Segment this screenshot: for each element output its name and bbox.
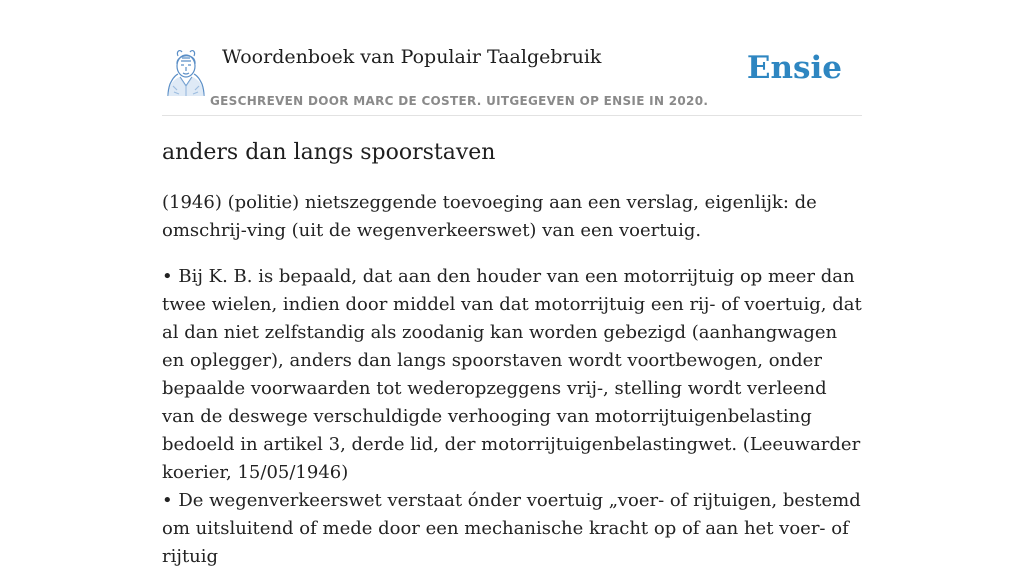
byline: GESCHREVEN DOOR MARC DE COSTER. UITGEGEVEN OP ENSIE IN 2020. (210, 94, 709, 108)
book-title[interactable]: Woordenboek van Populair Taalgebruik (222, 46, 602, 68)
quotes (162, 263, 862, 571)
author-portrait-icon[interactable] (164, 46, 208, 96)
quote-item: • De wegenverkeerswet verstaat ónder voertuig „voer- of rijtuigen, bestemd om uitsluitend of mede door een mechanische kracht op of aan het voer- of rijtuig (162, 490, 861, 567)
header (162, 0, 862, 116)
ensie-logo-link[interactable]: Ensie (746, 50, 842, 86)
quote-item: • Bij K. B. is bepaald, dat aan den houder van een motorrijtuig op meer dan twee wielen, indien door middel van dat motorrijtuig een rij- of voertuig, dat al dan niet zelfstandig als zoodanig kan worden gebezigd (aanhangwagen en oplegger), anders dan langs spoorstaven wordt voortbewogen, onder bepaalde voorwaarden tot wederopzeggens vrij-, stelling wordt verleend van de deswege verschuldigde verhooging van motorrijtuigenbelasting bedoeld in artikel 3, derde lid, der motorrijtuigenbelastingwet. (Leeuwarder koerier, 15/05/1946) (162, 266, 862, 483)
page (162, 0, 862, 567)
headword: anders dan langs spoorstaven (162, 140, 496, 165)
definition: (1946) (politie) nietszeggende toevoeging aan een verslag, eigenlijk: de omschrij-ving (uit de wegenverkeerswet) van een voertuig. (162, 192, 817, 241)
